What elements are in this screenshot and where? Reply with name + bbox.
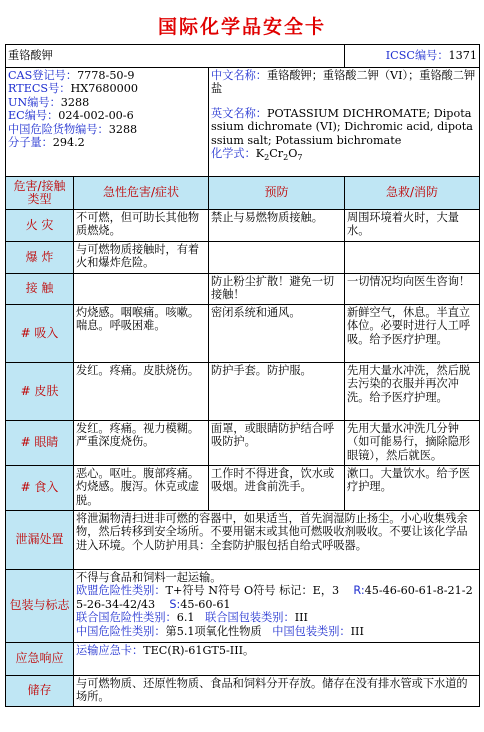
cn-pack-label: 中国包装类别：: [272, 624, 351, 638]
type-ingestion: # 食入: [6, 466, 74, 511]
hazard-contact: [74, 274, 209, 305]
formula-k: K: [255, 147, 265, 161]
formula-label: 化学式：: [211, 147, 256, 161]
rtecs-line: [8, 82, 206, 95]
ec-label: EC编号：: [8, 109, 59, 123]
leak-label: 泄漏处置: [6, 511, 74, 570]
hazard-row-eyes: [6, 421, 480, 466]
header-prevention: 预防: [209, 177, 345, 210]
prevent-eyes: 面罩，或眼睛防护结合呼吸防护。: [209, 421, 345, 466]
cas-line: [8, 69, 206, 82]
formula-sub-2: 2: [283, 153, 289, 163]
hazard-row-contact: [6, 274, 480, 305]
pack-line-1: 不得与食品和饲料一起运输。: [76, 571, 222, 584]
s-phrase-label: S:: [169, 597, 181, 611]
chemical-name: 重铬酸钾: [6, 45, 345, 68]
prevent-skin: 防护手套。防护服。: [209, 363, 345, 421]
hazard-row-inhalation: [6, 305, 480, 363]
formula-o: O: [288, 147, 298, 161]
leak-row: [6, 511, 480, 570]
hazard-skin: 发红。疼痛。皮肤烧伤。: [74, 363, 209, 421]
cn-dangerous-goods-value: 3288: [108, 122, 138, 136]
eu-class-label: 欧盟危险性类别：: [76, 584, 166, 598]
cn-dangerous-goods-label: 中国危险货物编号：: [8, 122, 109, 136]
identity-row: [6, 68, 480, 177]
aid-ingestion: 漱口。大量饮水。给予医疗护理。: [345, 466, 480, 511]
cn-class-value: 第5.1项氧化性物质: [165, 624, 262, 638]
header-hazard: 急性危害/症状: [74, 177, 209, 210]
s-phrase-text: 45-60-61: [180, 597, 231, 611]
icsc-value: 1371: [448, 49, 478, 63]
molecular-weight-line: [8, 136, 206, 149]
leak-text: 将泄漏物清扫进非可燃的容器中，如果适当，首先润湿防止扬尘。小心收集残余物，然后转移到安全场所。不要用锯末或其他可燃吸收剂吸收。不要让该化学品进入环境。个人防护用具：全套防护服包括自给式呼吸器。: [74, 511, 480, 570]
emergency-row: [6, 643, 480, 676]
hazard-ingestion: 恶心。呕吐。腹部疼痛。灼烧感。腹泻。休克或虚脱。: [74, 466, 209, 511]
pack-eu-line: [76, 584, 477, 611]
type-skin: # 皮肤: [6, 363, 74, 421]
type-contact: 接 触: [6, 274, 74, 305]
prevent-fire: 禁止与易燃物质接触。: [209, 210, 345, 242]
prevent-contact: 防止粉尘扩散！避免一切接触！: [209, 274, 345, 305]
emergency-card-label: 运输应急卡：: [76, 644, 144, 657]
ec-line: [8, 109, 206, 122]
aid-eyes: 先用大量水冲洗几分钟（如可能易行，摘除隐形眼镜），然后就医。: [345, 421, 480, 466]
cn-class-label: 中国危险性类别：: [76, 624, 166, 638]
un-class-value: 6.1: [176, 611, 195, 625]
rtecs-label: RTECS号：: [8, 82, 71, 96]
rtecs-value: HX7680000: [70, 82, 139, 96]
cn-dangerous-goods-line: [8, 123, 206, 136]
formula-cr: Cr: [269, 147, 284, 161]
un-line: [8, 96, 206, 109]
aid-inhalation: 新鲜空气，休息。半直立体位。必要时进行人工呼吸。给予医疗护理。: [345, 305, 480, 363]
header-type: 危害/接触类型: [6, 177, 74, 210]
hazard-inhalation: 灼烧感。咽喉痛。咳嗽。喘息。呼吸困难。: [74, 305, 209, 363]
type-fire: 火 灾: [6, 210, 74, 242]
type-explosion: 爆 炸: [6, 242, 74, 274]
emergency-content: [74, 643, 480, 676]
icsc-number: [345, 45, 480, 68]
emergency-card-text: TEC(R)-61GT5-III。: [143, 644, 255, 657]
header-row: [6, 177, 480, 210]
hazard-row-ingestion: [6, 466, 480, 511]
un-value: 3288: [60, 95, 90, 109]
eu-class-text: T+符号 N符号 O符号 标记：E，3: [165, 584, 340, 598]
aid-contact: 一切情况均向医生咨询！: [345, 274, 480, 305]
hazard-fire: 不可燃，但可助长其他物质燃烧。: [74, 210, 209, 242]
cn-name-label: 中文名称：: [211, 69, 267, 82]
card-title: 国际化学品安全卡: [157, 16, 326, 38]
en-name-line: [211, 107, 477, 147]
aid-fire: 周围环境着火时，大量水。: [345, 210, 480, 242]
cn-name-line: [211, 69, 477, 96]
prevent-inhalation: 密闭系统和通风。: [209, 305, 345, 363]
cn-name-value: 重铬酸钾；重铬酸二钾（VI）；重铬酸二钾盐: [211, 69, 476, 96]
hazard-row-explosion: [6, 242, 480, 274]
ec-value: 024-002-00-6: [58, 109, 134, 123]
molecular-weight-value: 294.2: [52, 136, 85, 150]
spacer: [211, 96, 477, 107]
prevent-ingestion: 工作时不得进食，饮水或吸烟。进食前洗手。: [209, 466, 345, 511]
pack-label: 包装与标志: [6, 570, 74, 643]
en-name-label: 英文名称：: [211, 106, 267, 120]
hazard-row-fire: [6, 210, 480, 242]
storage-row: [6, 676, 480, 707]
formula-sub-1: 2: [264, 153, 270, 163]
r-phrase-text: 45-46-60-61-8-21-25-26-34-42/43: [76, 584, 473, 611]
pack-content: [74, 570, 480, 643]
pack-row: [6, 570, 480, 643]
pack-cn-line: [76, 625, 477, 638]
prevent-explosion: [209, 242, 345, 274]
name-row: [6, 45, 480, 68]
header-first-aid: 急救/消防: [345, 177, 480, 210]
un-class-label: 联合国危险性类别：: [76, 611, 177, 625]
r-phrase-label: R:: [353, 584, 365, 598]
icsc-label: ICSC编号：: [385, 49, 449, 63]
hazard-explosion: 与可燃物质接触时，有着火和爆炸危险。: [74, 242, 209, 274]
un-pack-label: 联合国包装类别：: [205, 611, 295, 625]
en-name-value: POTASSIUM DICHROMATE; Dipotassium dichromate (VI); Dichromic acid, dipotassium salt; Potassium bichromate: [211, 106, 473, 147]
molecular-weight-label: 分子量：: [8, 136, 53, 150]
un-pack-value: III: [294, 611, 308, 625]
aid-explosion: [345, 242, 480, 274]
identifiers-cell: [6, 68, 209, 177]
aid-skin: 先用大量水冲洗，然后脱去污染的衣服并再次冲洗。给予医疗护理。: [345, 363, 480, 421]
cas-label: CAS登记号：: [8, 69, 78, 82]
type-inhalation: # 吸入: [6, 305, 74, 363]
storage-text: 与可燃物质、还原性物质、食品和饲料分开存放。储存在没有排水管或下水道的场所。: [74, 676, 480, 707]
safety-card-table: [5, 44, 480, 707]
hazard-row-skin: [6, 363, 480, 421]
names-cell: [209, 68, 480, 177]
pack-un-line: [76, 611, 477, 624]
emergency-label: 应急响应: [6, 643, 74, 676]
hazard-eyes: 发红。疼痛。视力模糊。严重深度烧伤。: [74, 421, 209, 466]
cn-pack-value: III: [350, 624, 364, 638]
cas-value: 7778-50-9: [77, 69, 135, 82]
storage-label: 储存: [6, 676, 74, 707]
formula-sub-3: 7: [297, 153, 303, 163]
formula-line: [211, 147, 477, 163]
un-label: UN编号：: [8, 95, 61, 109]
type-eyes: # 眼睛: [6, 421, 74, 466]
